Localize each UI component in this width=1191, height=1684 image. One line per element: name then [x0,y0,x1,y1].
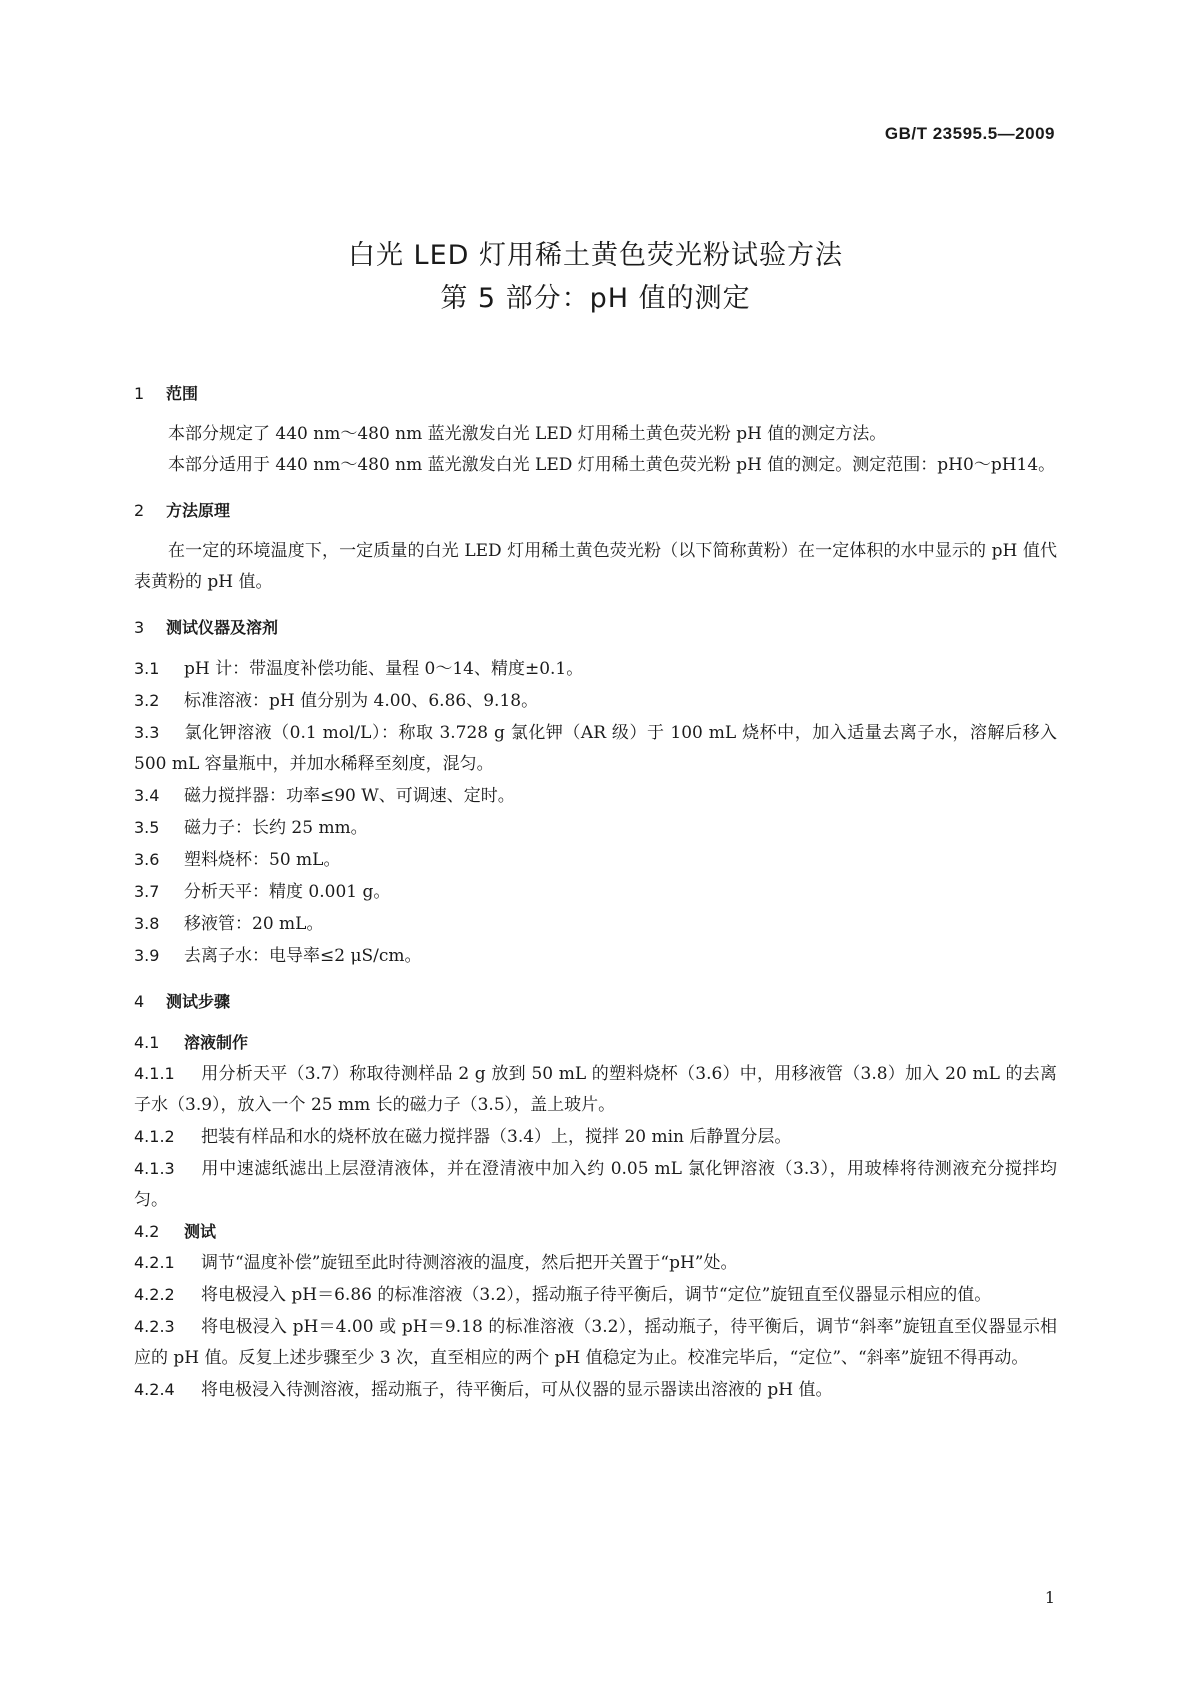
section-heading-apparatus [134,612,1057,643]
clause-text: 用分析天平（3.7）称取待测样品 2 g 放到 50 mL 的塑料烧杯（3.6）中，用移液管（3.8）加入 20 mL 的去离子水（3.9），放入一个 25 mm 长的磁力子（3.5），盖上玻片。 [134,1064,1057,1115]
subsection-number: 4.1 [134,1033,160,1052]
clause-text: pH 计：带温度补偿功能、量程 0～14、精度±0.1。 [184,659,584,679]
clause-text: 将电极浸入 pH＝6.86 的标准溶液（3.2），摇动瓶子待平衡后，调节“定位”旋钮直至仪器显示相应的值。 [201,1285,992,1305]
clause-number: 3.9 [134,946,160,965]
subsection-heading-test [134,1216,1057,1247]
paragraph: 本部分适用于 440 nm～480 nm 蓝光激发白光 LED 灯用稀土黄色荧光粉 pH 值的测定。测定范围：pH0～pH14。 [168,455,1056,475]
clause-item [134,1153,1057,1216]
clause-item [134,1058,1057,1121]
clause-item [134,1121,1057,1153]
document-subtitle: 第 5 部分：pH 值的测定 [440,283,751,314]
clause-item [134,812,1057,844]
clause-item [134,1279,1057,1311]
clause-text: 磁力子：长约 25 mm。 [184,818,368,838]
section-number: 2 [134,501,145,520]
section-heading-principle [134,495,1057,526]
subsection-heading-solution [134,1027,1057,1058]
clause-number: 4.1.3 [134,1159,175,1178]
clause-item [134,876,1057,908]
clause-number: 3.1 [134,659,160,678]
section-title: 测试仪器及溶剂 [166,618,279,637]
clause-number: 4.1.1 [134,1064,175,1083]
clause-text: 移液管：20 mL。 [184,914,324,934]
clause-number: 4.1.2 [134,1127,175,1146]
clause-item [134,685,1057,717]
clause-item [134,1247,1057,1279]
subsection-number: 4.2 [134,1222,160,1241]
clause-text: 塑料烧杯：50 mL。 [184,850,341,870]
clause-number: 3.7 [134,882,160,901]
clause-item [134,844,1057,876]
clause-number: 3.6 [134,850,160,869]
clause-number: 4.2.4 [134,1380,175,1399]
clause-item [134,780,1057,812]
clause-number: 4.2.3 [134,1317,175,1336]
clause-item [134,653,1057,685]
clause-text: 把装有样品和水的烧杯放在磁力搅拌器（3.4）上，搅拌 20 min 后静置分层。 [201,1127,792,1147]
clause-text: 磁力搅拌器：功率≤90 W、可调速、定时。 [184,786,515,806]
clause-number: 3.2 [134,691,160,710]
document-body [134,378,1057,1406]
section-number: 4 [134,992,145,1011]
section-title: 范围 [166,384,199,403]
clause-item [134,908,1057,940]
clause-number: 4.2.1 [134,1253,175,1272]
clause-number: 3.8 [134,914,160,933]
clause-text: 氯化钾溶液（0.1 mol/L）：称取 3.728 g 氯化钾（AR 级）于 100 mL 烧杯中，加入适量去离子水，溶解后移入 500 mL 容量瓶中，并加水稀释至刻度，混匀。 [134,723,1057,774]
section-number: 1 [134,384,145,403]
subsection-title: 溶液制作 [184,1033,249,1052]
paragraph: 在一定的环境温度下，一定质量的白光 LED 灯用稀土黄色荧光粉（以下简称黄粉）在一定体积的水中显示的 pH 值代表黄粉的 pH 值。 [134,541,1057,592]
section-title: 方法原理 [166,501,231,520]
clause-text: 分析天平：精度 0.001 g。 [184,882,391,902]
clause-item [134,1311,1057,1374]
clause-text: 调节“温度补偿”旋钮至此时待测溶液的温度，然后把开关置于“pH”处。 [201,1253,738,1273]
clause-item [134,940,1057,972]
clause-item [134,1374,1057,1406]
section-heading-scope [134,378,1057,409]
document-title: 白光 LED 灯用稀土黄色荧光粉试验方法 [347,240,844,271]
section-number: 3 [134,618,145,637]
subsection-title: 测试 [184,1222,217,1241]
clause-text: 将电极浸入 pH＝4.00 或 pH＝9.18 的标准溶液（3.2），摇动瓶子，待平衡后，调节“斜率”旋钮直至仪器显示相应的 pH 值。反复上述步骤至少 3 次，直至相应的两个 pH 值稳定为止。校准完毕后，“定位”、“斜率”旋钮不得再动。 [134,1317,1057,1368]
clause-number: 3.5 [134,818,160,837]
page-number: 1 [1044,1588,1055,1607]
clause-number: 3.4 [134,786,160,805]
clause-text: 标准溶液：pH 值分别为 4.00、6.86、9.18。 [184,691,539,711]
paragraph: 本部分规定了 440 nm～480 nm 蓝光激发白光 LED 灯用稀土黄色荧光粉 pH 值的测定方法。 [168,424,887,444]
clause-text: 用中速滤纸滤出上层澄清液体，并在澄清液中加入约 0.05 mL 氯化钾溶液（3.3），用玻棒将待测液充分搅拌均匀。 [134,1159,1057,1210]
clause-text: 去离子水：电导率≤2 μS/cm。 [184,946,422,966]
clause-number: 4.2.2 [134,1285,175,1304]
clause-number: 3.3 [134,723,160,742]
clause-item [134,717,1057,780]
clause-text: 将电极浸入待测溶液，摇动瓶子，待平衡后，可从仪器的显示器读出溶液的 pH 值。 [201,1380,833,1400]
section-heading-procedure [134,986,1057,1017]
section-title: 测试步骤 [166,992,231,1011]
standard-code: GB/T 23595.5—2009 [884,124,1055,143]
